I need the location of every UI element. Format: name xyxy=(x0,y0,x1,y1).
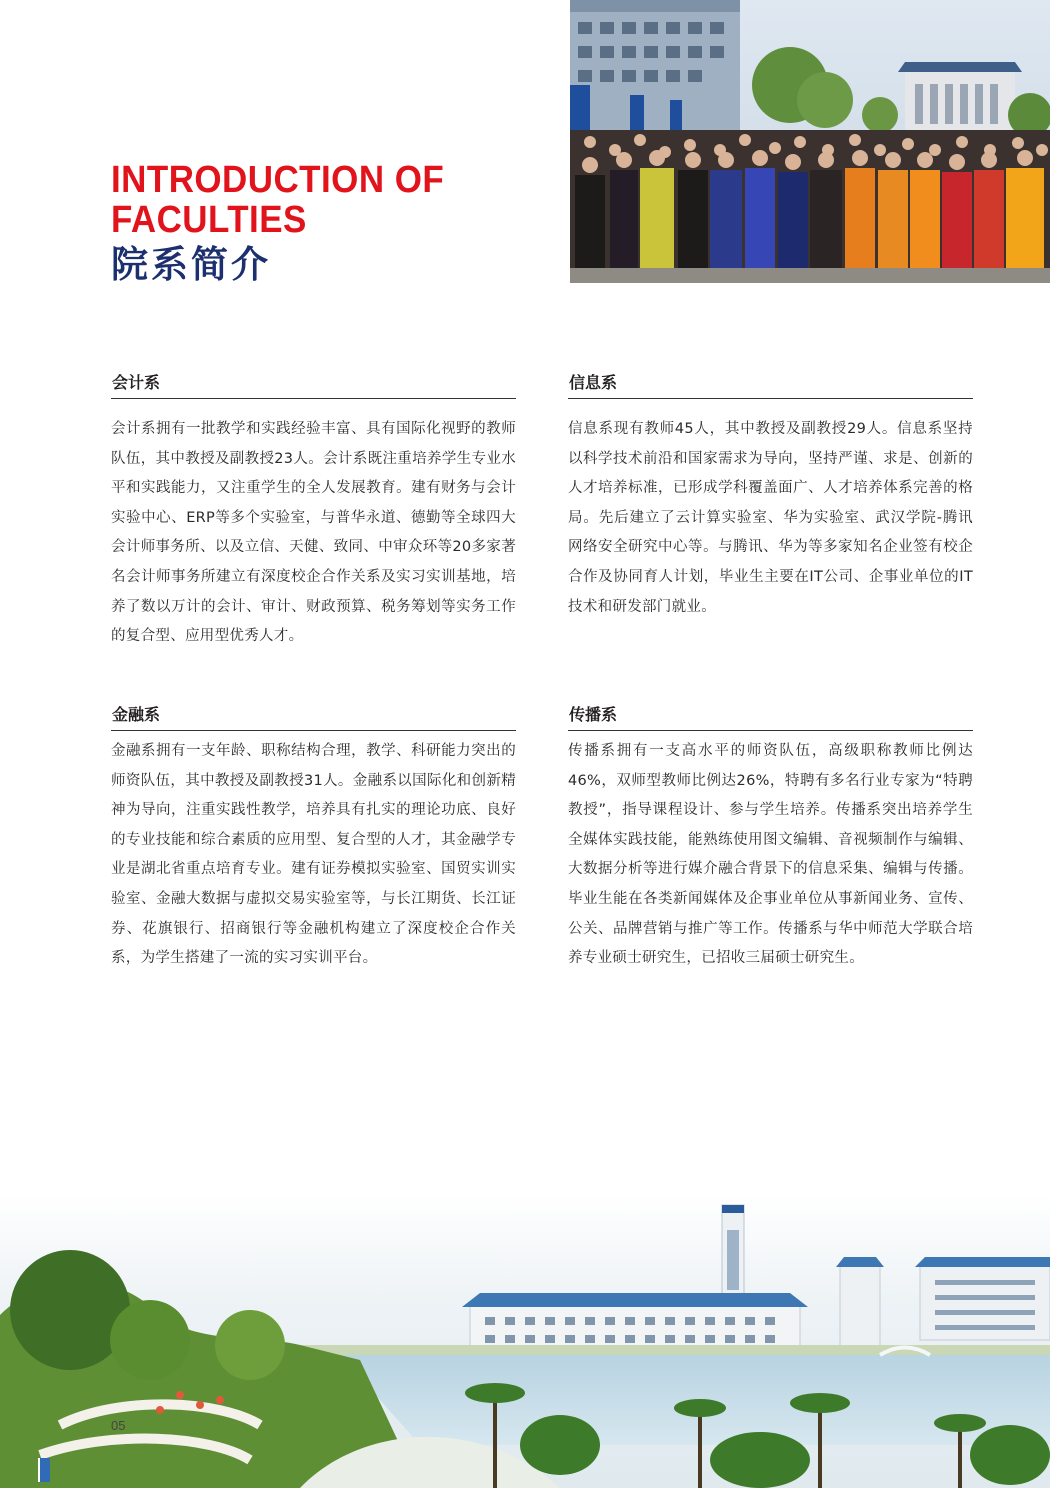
heading-en-line1: INTRODUCTION OF xyxy=(111,159,445,201)
section-body: 会计系拥有一批教学和实践经验丰富、具有国际化视野的教师队伍，其中教授及副教授23人。会计系既注重培养学生专业水平和实践能力，又注重学生的全人发展教育。建有财务与会计实验中心、ERP等多个实验室，与普华永道、德勤等全球四大会计师事务所、以及立信、天健、致同、中审众环等20多家著名会计师事务所建立有深度校企合作关系及实习实训基地，培养了数以万计的会计、审计、财政预算、税务筹划等实务工作的复合型、应用型优秀人才。 xyxy=(111,421,516,645)
section-body: 传播系拥有一支高水平的师资队伍，高级职称教师比例达46%，双师型教师比例达26%，特聘有多名行业专家为“特聘教授”，指导课程设计、参与学生培养。传播系突出培养学生全媒体实践技能，能熟练使用图文编辑、音视频制作与编辑、大数据分析等进行媒介融合背景下的信息采集、编辑与传播。毕业生能在各类新闻媒体及企事业单位从事新闻业务、宣传、公关、品牌营销与推广等工作。传播系与华中师范大学联合培养专业硕士研究生，已招收三届硕士研究生。 xyxy=(568,743,973,967)
section-title: 信息系 xyxy=(568,372,973,399)
section-title: 会计系 xyxy=(111,372,516,399)
graduation-photo xyxy=(570,0,1050,283)
binding-marker xyxy=(38,1458,50,1482)
campus-photo xyxy=(0,1195,1050,1488)
section-accounting xyxy=(111,372,516,652)
section-body: 信息系现有教师45人，其中教授及副教授29人。信息系坚持以科学技术前沿和国家需求为导向，坚持严谨、求是、创新的人才培养标准，已形成学科覆盖面广、人才培养体系完善的格局。先后建立了云计算实验室、华为实验室、武汉学院-腾讯网络安全研究中心等。与腾讯、华为等多家知名企业签有校企合作及协同育人计划，毕业生主要在IT公司、企事业单位的IT技术和研发部门就业。 xyxy=(568,421,973,615)
section-information xyxy=(568,372,973,622)
section-finance xyxy=(111,704,516,974)
section-title: 传播系 xyxy=(568,704,973,731)
section-body: 金融系拥有一支年龄、职称结构合理，教学、科研能力突出的师资队伍，其中教授及副教授31人。金融系以国际化和创新精神为导向，注重实践性教学，培养具有扎实的理论功底、良好的专业技能和综合素质的应用型、复合型的人才，其金融学专业是湖北省重点培育专业。建有证券模拟实验室、国贸实训实验室、金融大数据与虚拟交易实验室等，与长江期货、长江证券、花旗银行、招商银行等金融机构建立了深度校企合作关系，为学生搭建了一流的实习实训平台。 xyxy=(111,743,516,967)
page-heading-en xyxy=(111,160,497,240)
heading-en-line2: FACULTIES xyxy=(111,199,307,241)
page-heading-cn: 院系简介 xyxy=(111,243,271,286)
section-title: 金融系 xyxy=(111,704,516,731)
section-communication xyxy=(568,704,973,974)
page-number: 05 xyxy=(111,1418,126,1433)
